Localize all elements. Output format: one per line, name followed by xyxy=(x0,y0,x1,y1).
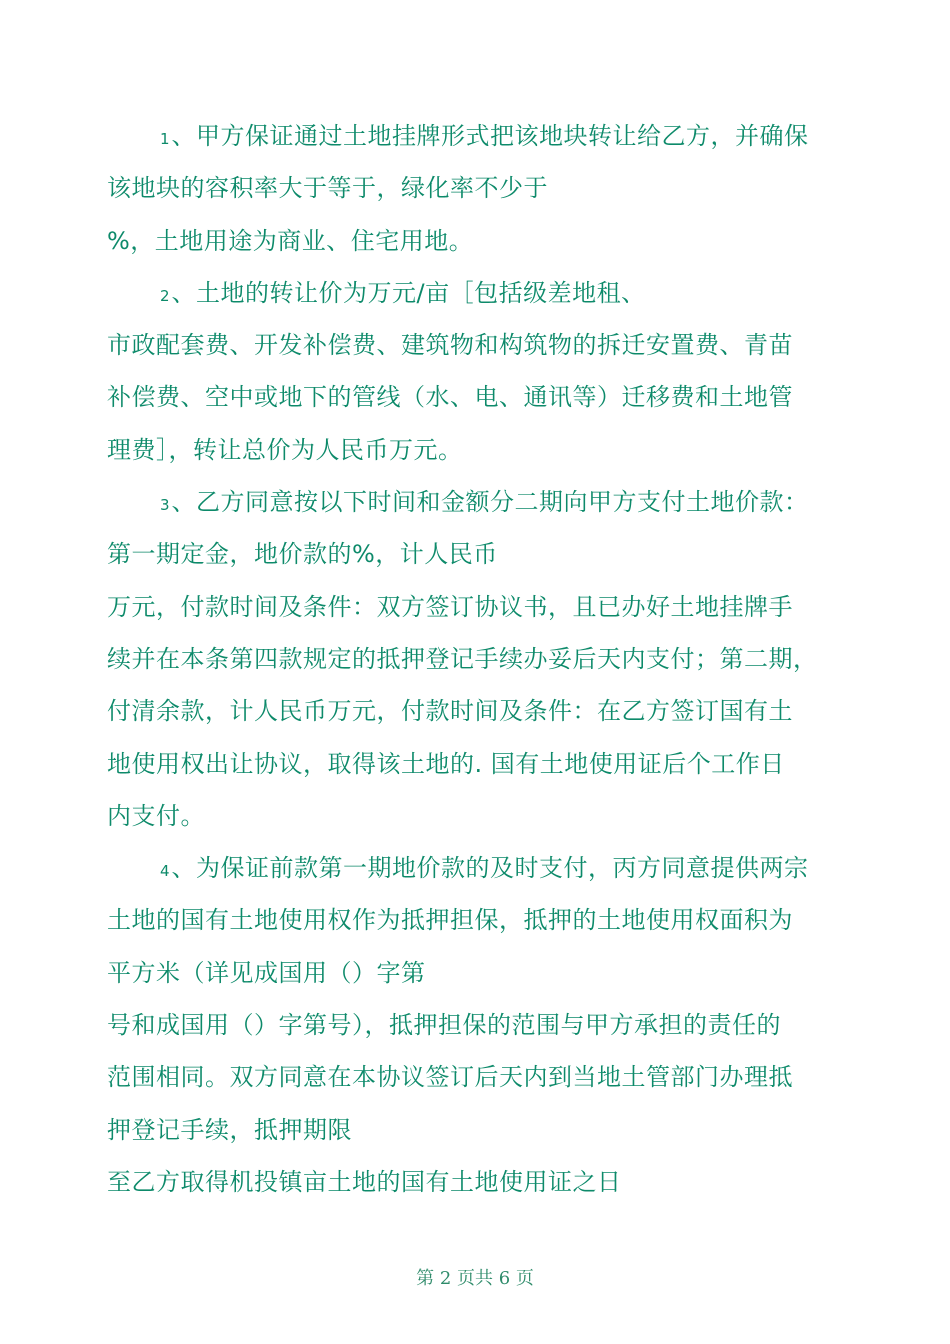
document-body xyxy=(107,110,847,1208)
page-number-footer: 第 2 页共 6 页 xyxy=(416,1268,534,1289)
paragraph-text: 、乙方同意按以下时间和金额分二期向甲方支付土地价款： xyxy=(171,488,809,517)
paragraph-number: 1 xyxy=(160,130,170,148)
paragraph-line: 平方米（详见成国用（）字第 xyxy=(107,958,426,987)
paragraph-line: 内支付。 xyxy=(107,801,205,830)
paragraph-line xyxy=(107,267,847,319)
paragraph-line: 该地块的容积率大于等于，绿化率不少于 xyxy=(107,174,548,203)
paragraph-line: 号和成国用（）字第号），抵押担保的范围与甲方承担的责任的 xyxy=(107,1011,781,1040)
paragraph-text: 、为保证前款第一期地价款的及时支付，丙方同意提供两宗 xyxy=(171,854,809,883)
paragraph-line: 土地的国有土地使用权作为抵押担保，抵押的土地使用权面积为 xyxy=(107,906,793,935)
paragraph-text: 、甲方保证通过土地挂牌形式把该地块转让给乙方，并确保 xyxy=(171,122,809,150)
paragraph-4 xyxy=(107,842,847,1208)
paragraph-line: 补偿费、空中或地下的管线（水、电、通讯等）迁移费和土地管 xyxy=(107,383,793,412)
paragraph-line: 至乙方取得机投镇亩土地的国有土地使用证之日 xyxy=(107,1167,622,1196)
paragraph-line: 付清余款，计人民币万元，付款时间及条件：在乙方签订国有土 xyxy=(107,697,793,726)
paragraph-line: 地使用权出让协议，取得该土地的. 国有土地使用证后个工作日 xyxy=(107,749,785,778)
paragraph-line: 理费］，转让总价为人民币万元。 xyxy=(107,435,463,464)
paragraph-line: 押登记手续，抵押期限 xyxy=(107,1115,352,1144)
paragraph-line: 第一期定金，地价款的%，计人民币 xyxy=(107,540,498,569)
paragraph-text: 、土地的转让价为万元/亩［包括级差地租、 xyxy=(171,278,646,307)
paragraph-line: 市政配套费、开发补偿费、建筑物和构筑物的拆迁安置费、青苗 xyxy=(107,331,793,360)
paragraph-1 xyxy=(107,110,847,267)
paragraph-line xyxy=(107,110,847,162)
paragraph-line: 万元，付款时间及条件：双方签订协议书，且已办好土地挂牌手 xyxy=(107,592,793,621)
paragraph-number: 2 xyxy=(160,286,170,305)
paragraph-line xyxy=(107,842,847,894)
paragraph-number: 4 xyxy=(160,862,170,881)
paragraph-number: 3 xyxy=(160,496,170,515)
paragraph-line: %，土地用途为商业、住宅用地。 xyxy=(107,226,474,255)
paragraph-line: 续并在本条第四款规定的抵押登记手续办妥后天内支付；第二期， xyxy=(107,644,818,673)
paragraph-line: 范围相同。双方同意在本协议签订后天内到当地土管部门办理抵 xyxy=(107,1063,793,1092)
paragraph-3 xyxy=(107,476,847,842)
paragraph-line xyxy=(107,476,847,528)
paragraph-2 xyxy=(107,267,847,476)
